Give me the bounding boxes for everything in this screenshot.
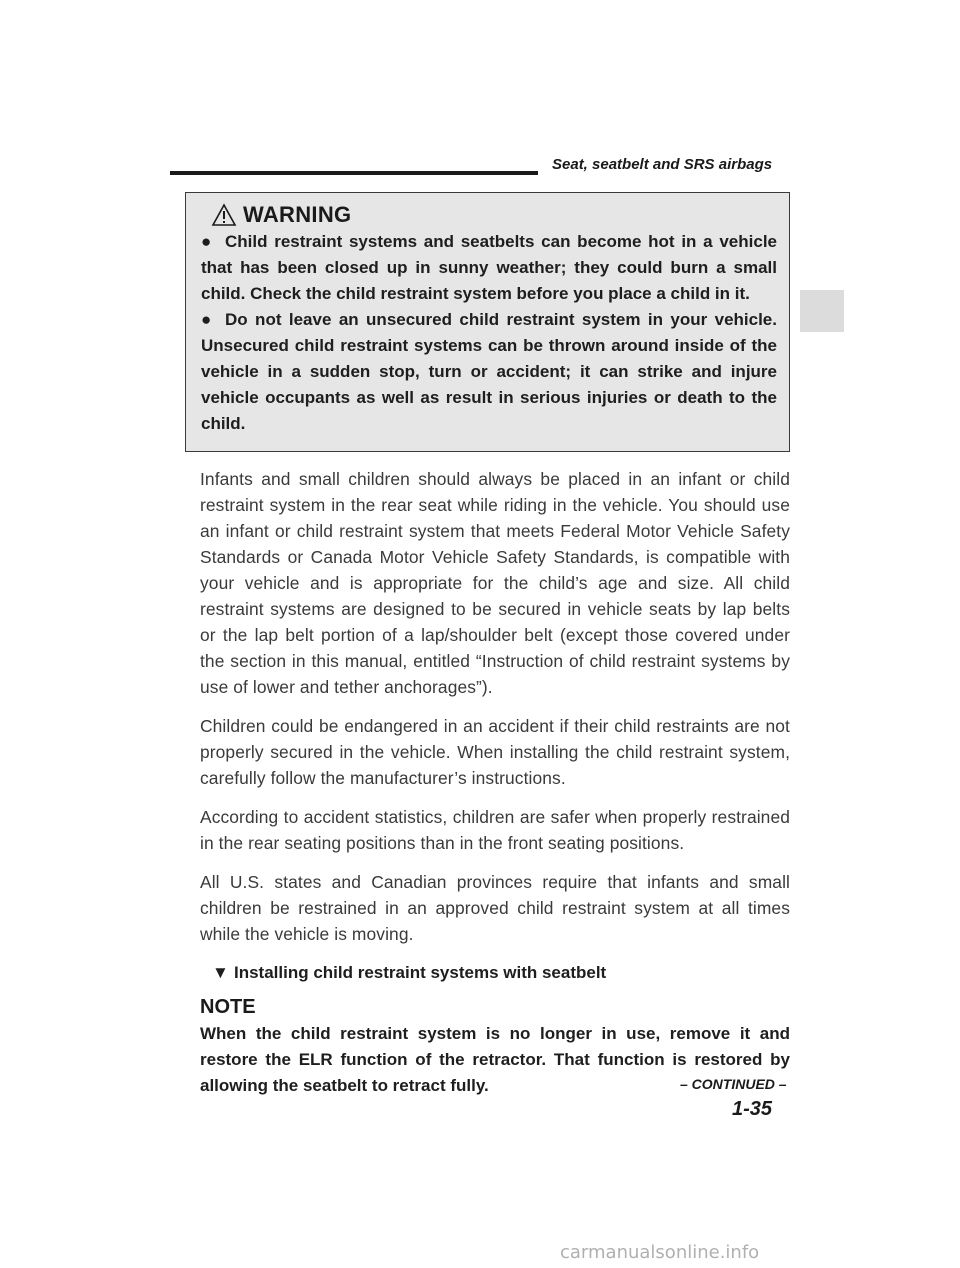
- body-paragraph: According to accident statistics, children are safer when properly restrained in the rear seating positions than in the front seating positions.: [200, 807, 790, 853]
- body-paragraph: All U.S. states and Canadian provinces require that infants and small children be restrained in an approved child restraint system at all times while the vehicle is moving.: [200, 872, 790, 944]
- page-number: 1-35: [732, 1098, 773, 1120]
- body-text: [200, 466, 790, 1099]
- header-rule: [170, 171, 538, 175]
- body-paragraph: Infants and small children should always be placed in an infant or child restraint system in the rear seat while riding in the vehicle. You should use an infant or child restraint system that meets Federal Motor Vehicle Safety Standards or Canada Motor Vehicle Safety Standards, is compatible with your vehicle and is appropriate for the child’s age and size. All child restraint systems are designed to be secured in vehicle seats by lap belts or the lap belt portion of a lap/shoulder belt (except those covered under the section in this manual, entitled “Instruction of child restraint systems by use of lower and tether anchorages”).: [200, 469, 790, 697]
- section-title: Seat, seatbelt and SRS airbags: [552, 156, 773, 173]
- note-text: When the child restraint system is no longer in use, remove it and restore the ELR function of the retractor. That function is restored by allowing the seatbelt to retract fully.: [200, 1024, 790, 1095]
- warning-item-text: Child restraint systems and seatbelts can become hot in a vehicle that has been closed up in sunny weather; they could burn a small child. Check the child restraint system before you place a child in it.: [201, 232, 777, 303]
- watermark: carmanualsonline.info: [560, 1242, 760, 1263]
- warning-heading: [211, 201, 777, 229]
- bullet-dot-icon: ●: [201, 310, 212, 329]
- warning-triangle-icon: [211, 203, 237, 227]
- warning-item: [201, 307, 777, 437]
- subheading: [212, 960, 790, 986]
- warning-item-text: Do not leave an unsecured child restraint system in your vehicle. Unsecured child restraint systems can be thrown around inside of the vehicle in a sudden stop, turn or accident; it can strike and injure vehicle occupants as well as result in serious injuries or death to the child.: [201, 310, 777, 433]
- chapter-tab-marker: [800, 290, 844, 332]
- warning-title: WARNING: [243, 202, 352, 227]
- triangle-marker-icon: ▼: [212, 963, 229, 982]
- note-title: NOTE: [200, 996, 256, 1018]
- continued-label: – CONTINUED –: [680, 1076, 787, 1092]
- subheading-text: Installing child restraint systems with seatbelt: [234, 963, 607, 982]
- bullet-dot-icon: ●: [201, 232, 212, 251]
- body-paragraph: Children could be endangered in an accident if their child restraints are not properly secured in the vehicle. When installing the child restraint system, carefully follow the manufacturer’s instructions.: [200, 716, 790, 788]
- warning-item: [201, 229, 777, 307]
- warning-box: [185, 192, 790, 452]
